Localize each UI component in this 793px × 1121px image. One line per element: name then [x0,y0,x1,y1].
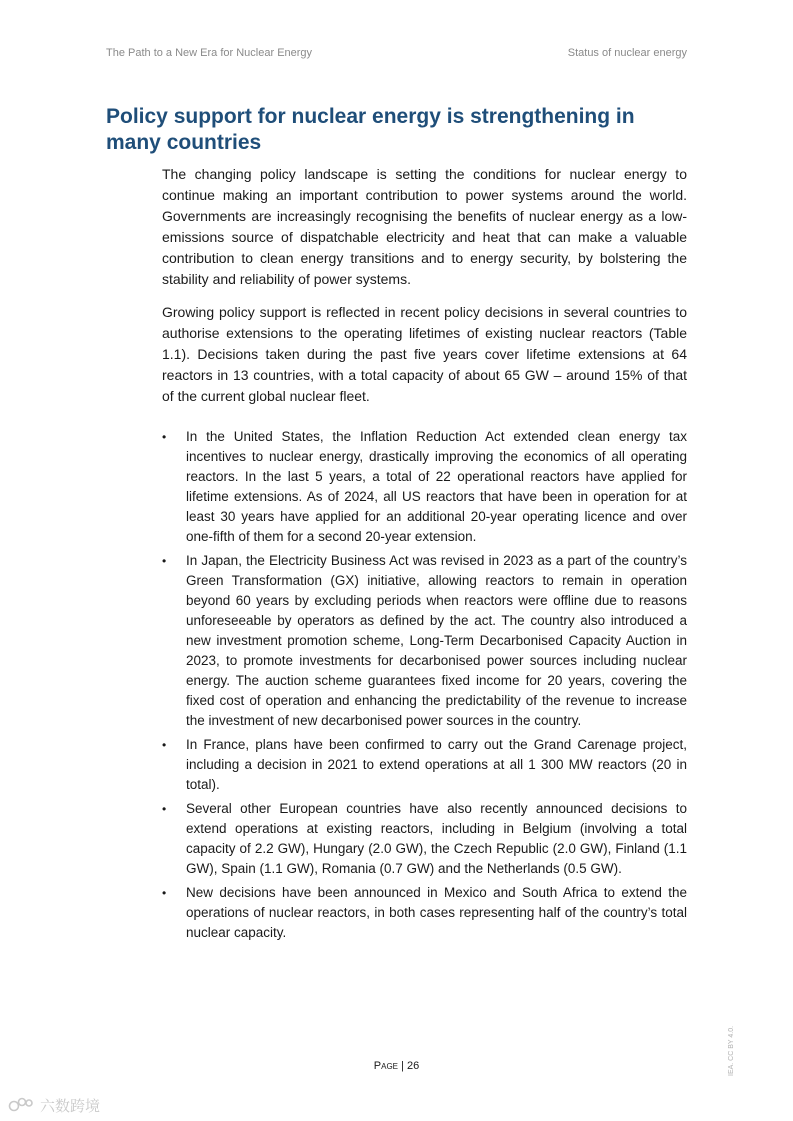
page-footer [0,1060,793,1072]
bullet-icon: • [162,886,167,900]
paragraph: Growing policy support is reflected in recent policy decisions in several countries to authorise extensions to the operating lifetimes of existing nuclear reactors (Table 1.1). Decisions taken during the past five years cover lifetime extensions at 64 reactors in 13 countries, with a total capacity of about 65 GW – around 15% of that of the current global nuclear fleet. [162,304,687,404]
page-label: Page [373,1060,398,1072]
list-item [162,735,687,795]
page-separator: | [401,1060,404,1072]
bullet-icon: • [162,554,167,568]
watermark-text: 六数跨境 [40,1096,101,1115]
running-header-left: The Path to a New Era for Nuclear Energy [106,47,313,59]
list-item [162,427,687,547]
list-item-text: In France, plans have been confirmed to carry out the Grand Carenage project, including a decision in 2021 to extend operations at all 1 300 MW reactors (20 in total). [186,737,687,792]
page-number: 26 [406,1060,420,1072]
bullet-icon: • [162,430,167,444]
list-item-text: Several other European countries have also recently announced decisions to extend operations at existing reactors, including in Belgium (involving a total capacity of 2.2 GW), Hungary (2.0 GW), the Czech Republic (2.0 GW), Finland (1.1 GW), Spain (1.1 GW), Romania (0.7 GW) and the Netherlands (0.5 GW). [186,801,687,876]
bullet-icon: • [162,802,167,816]
section-body [162,164,687,947]
list-item [162,551,687,731]
bullet-icon: • [162,738,167,752]
bullet-list [162,427,687,943]
list-item [162,883,687,943]
license-note: IEA. CC BY 4.0. [728,1025,735,1076]
list-item-text: In Japan, the Electricity Business Act was revised in 2023 as a part of the country’s Green Transformation (GX) initiative, allowing reactors to remain in operation beyond 60 years by excluding periods when reactors were offline due to reasons unforeseeable by operators as defined by the act. The country also introduced a new investment promotion scheme, Long-Term Decarbonised Capacity Auction in 2023, to promote investments for decarbonised power sources including nuclear energy. The auction scheme guarantees fixed income for 20 years, covering the fixed cost of operation and enhancing the predictability of the revenue to increase the investment of new decarbonised power sources in the country. [186,553,687,728]
watermark [8,1094,100,1116]
paragraph: The changing policy landscape is setting the conditions for nuclear energy to continue making an important contribution to power systems around the world. Governments are increasingly recognising the benefits of nuclear energy as a low-emissions source of dispatchable electricity and heat that can make a valuable contribution to clean energy transitions and to energy security, by bolstering the stability and reliability of power systems. [162,166,687,287]
running-header-right: Status of nuclear energy [567,47,687,59]
list-item [162,799,687,879]
list-item-text: New decisions have been announced in Mexico and South Africa to extend the operations of nuclear reactors, in both cases representing half of the country’s total nuclear capacity. [186,885,687,940]
list-item-text: In the United States, the Inflation Reduction Act extended clean energy tax incentives to nuclear energy, drastically improving the economics of all operating reactors. In the last 5 years, a total of 22 operational reactors have applied for lifetime extensions. As of 2024, all US reactors that have been in operation for at least 30 years have applied for an additional 20-year operating licence and over one-fifth of them for a second 20-year extension. [186,429,687,544]
running-header [106,47,687,63]
section-title: Policy support for nuclear energy is strengthening in many countries [106,105,635,154]
watermark-logo-icon [8,1096,34,1114]
